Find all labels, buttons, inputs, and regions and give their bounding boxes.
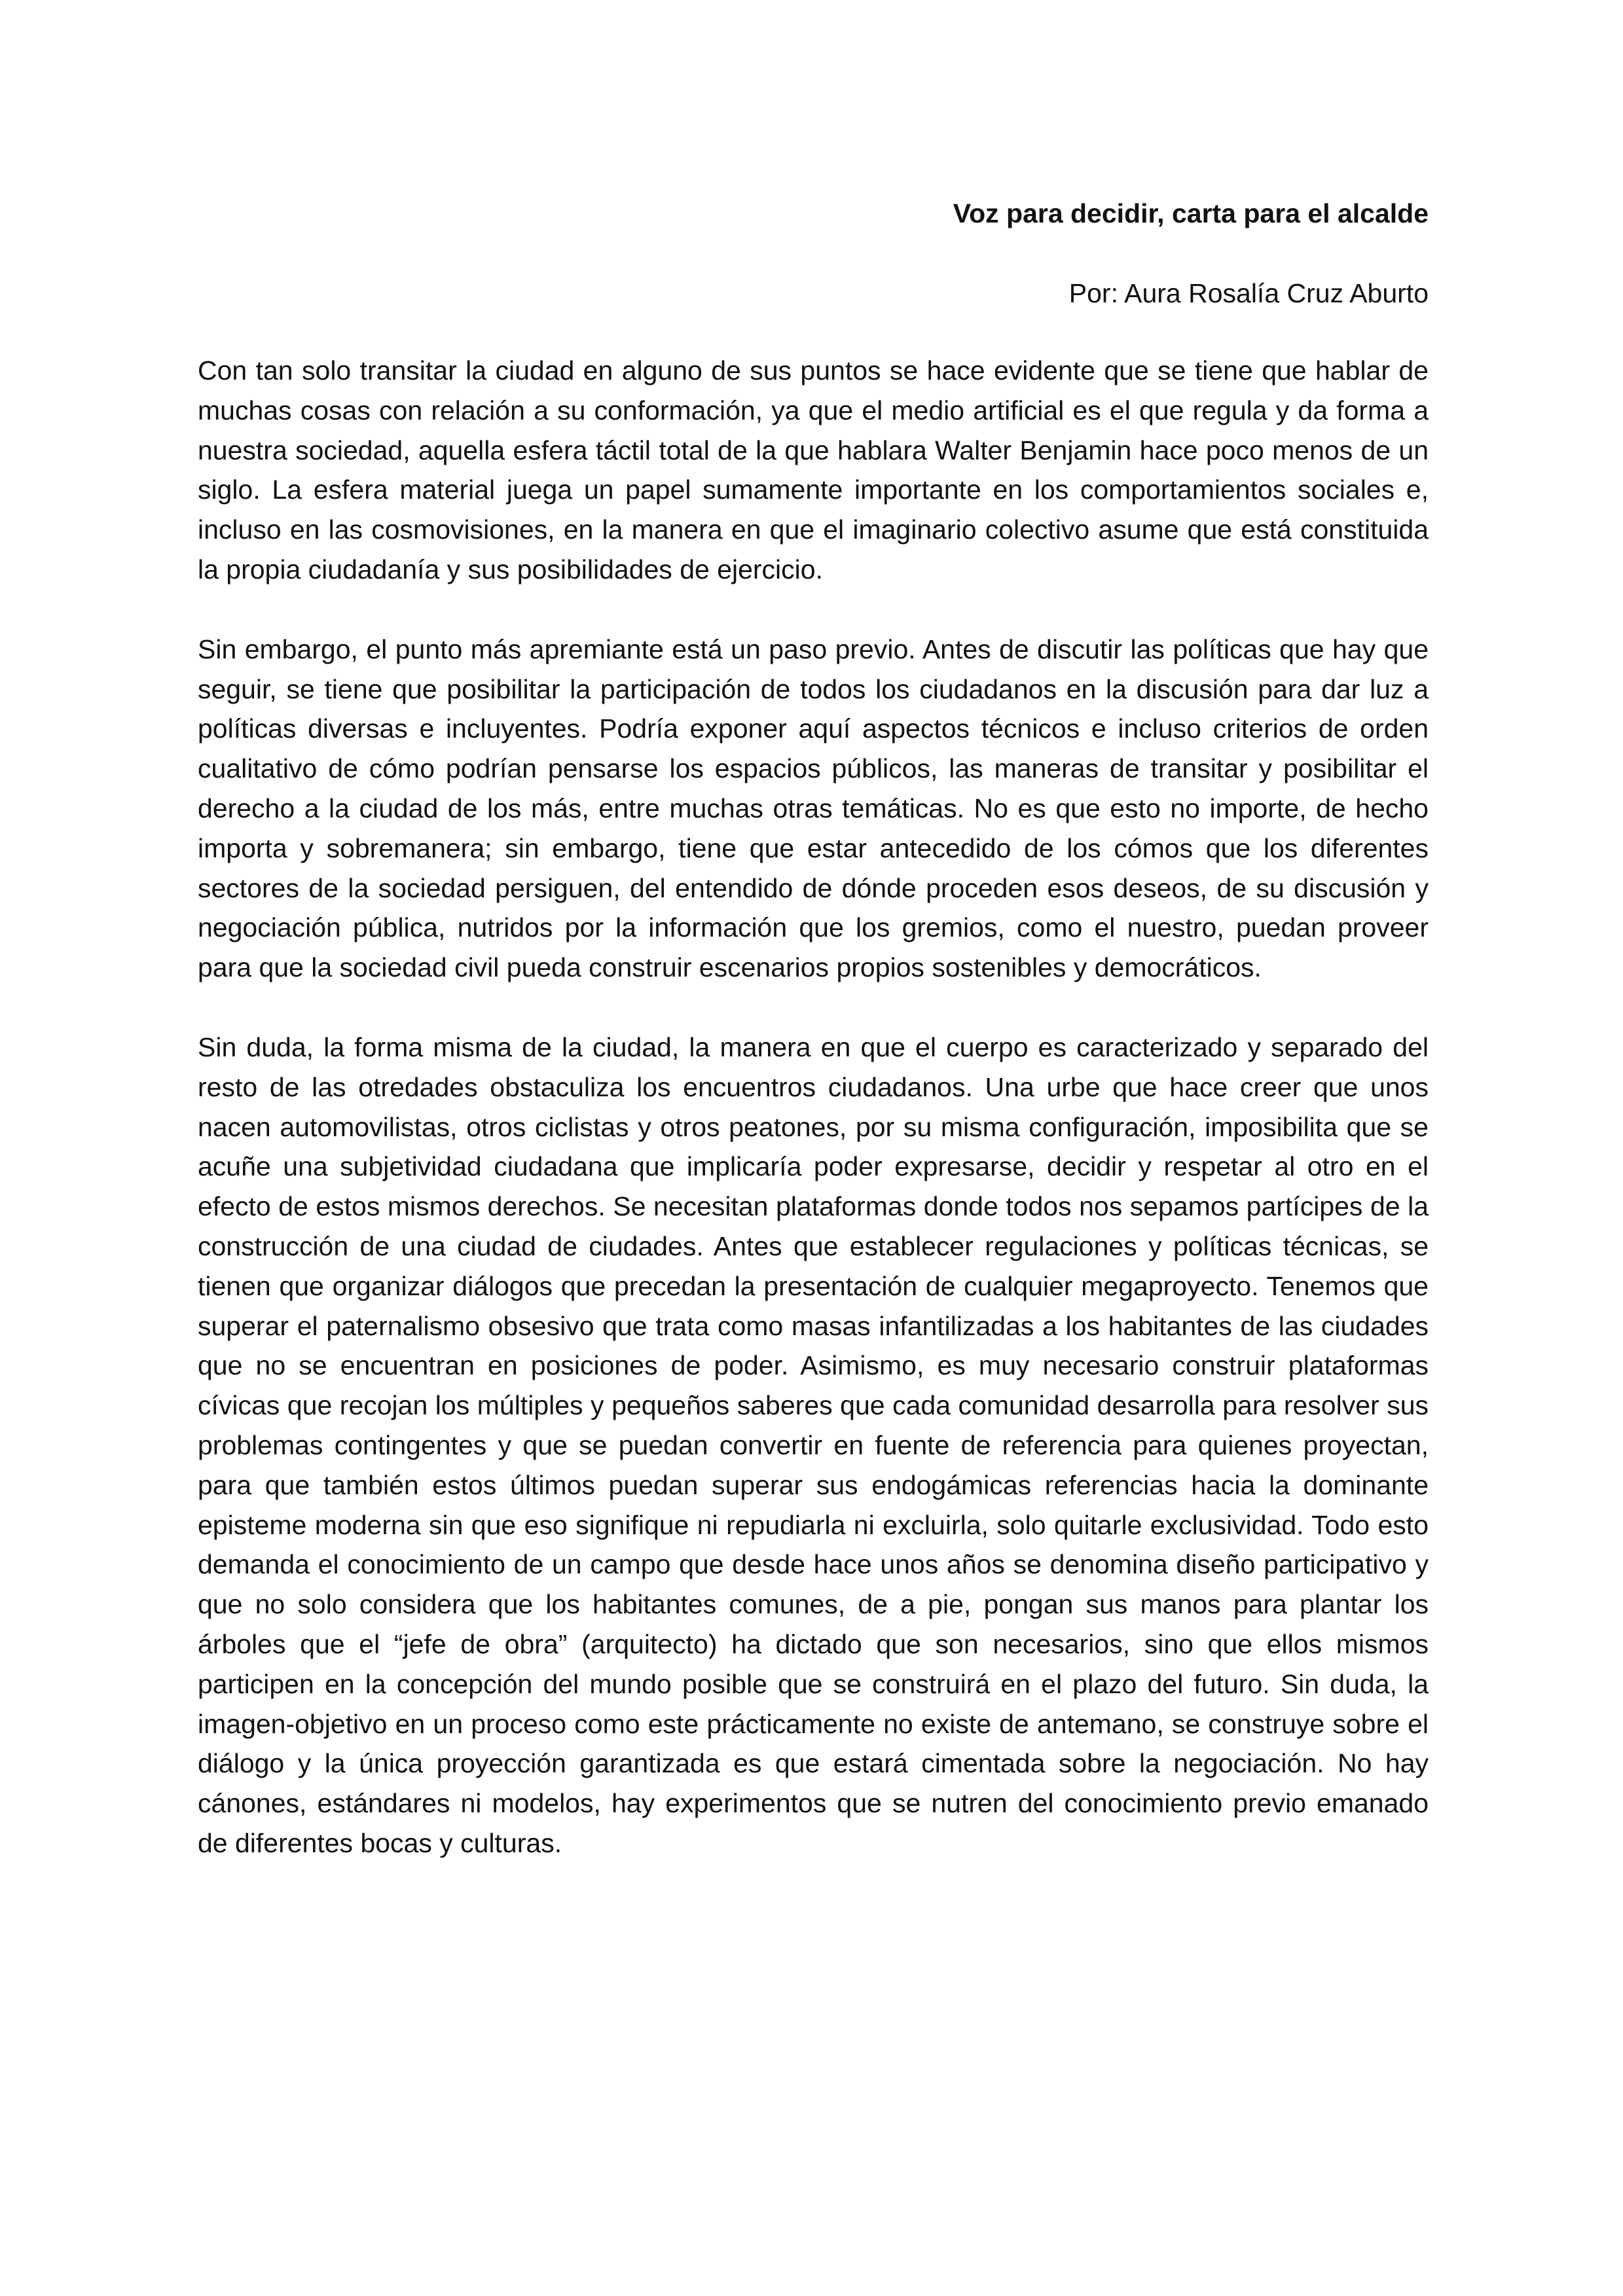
document-author: Por: Aura Rosalía Cruz Aburto <box>1068 278 1429 308</box>
paragraph-1: Con tan solo transitar la ciudad en alguno de sus puntos se hace evidente que se tiene que hablar de muchas cosas con relación a su conformación, ya que el medio artificial es el que regula y da forma a nuestra sociedad, aquella esfera táctil total de la que hablara Walter Benjamin hace poco menos de un siglo. La esfera material juega un papel sumamente importante en los comportamientos sociales e, incluso en las cosmovisiones, en la manera en que el imaginario colectivo asume que está constituida la propia ciudadanía y sus posibilidades de ejercicio. <box>198 355 1429 584</box>
paragraph-3: Sin duda, la forma misma de la ciudad, la manera en que el cuerpo es caracterizado y separado del resto de las otredades obstaculiza los encuentros ciudadanos. Una urbe que hace creer que unos nacen automovilistas, otros ciclistas y otros peatones, por su misma configuración, imposibilita que se acuñe una subjetividad ciudadana que implicaría poder expresarse, decidir y respetar al otro en el efecto de estos mismos derechos. Se necesitan plataformas donde todos nos sepamos partícipes de la construcción de una ciudad de ciudades. Antes que establecer regulaciones y políticas técnicas, se tienen que organizar diálogos que precedan la presentación de cualquier megaproyecto. Tenemos que superar el paternalismo obsesivo que trata como masas infantilizadas a los habitantes de las ciudades que no se encuentran en posiciones de poder. Asimismo, es muy necesario construir plataformas cívicas que recojan los múltiples y pequeños saberes que cada comunidad desarrolla para resolver sus problemas contingentes y que se puedan convertir en fuente de referencia para quienes proyectan, para que también estos últimos puedan superar sus endogámicas referencias hacia la dominante episteme moderna sin que eso signifique ni repudiarla ni excluirla, solo quitarle exclusividad. Todo esto demanda el conocimiento de un campo que desde hace unos años se denomina diseño participativo y que no solo considera que los habitantes comunes, de a pie, pongan sus manos para plantar los árboles que el “jefe de obra” (arquitecto) ha dictado que son necesarios, sino que ellos mismos participen en la concepción del mundo posible que se construirá en el plazo del futuro. Sin duda, la imagen-objetivo en un proceso como este prácticamente no existe de antemano, se construye sobre el diálogo y la única proyección garantizada es que estará cimentada sobre la negociación. No hay cánones, estándares ni modelos, hay experimentos que se nutren del conocimiento previo emanado de diferentes bocas y culturas. <box>198 1031 1429 1858</box>
document-title: Voz para decidir, carta para el alcalde <box>953 198 1429 228</box>
document-body <box>198 351 1429 1903</box>
paragraph-2: Sin embargo, el punto más apremiante está un paso previo. Antes de discutir las políticas que hay que seguir, se tiene que posibilitar la participación de todos los ciudadanos en la discusión para dar luz a políticas diversas e incluyentes. Podría exponer aquí aspectos técnicos e incluso criterios de orden cualitativo de cómo podrían pensarse los espacios públicos, las maneras de transitar y posibilitar el derecho a la ciudad de los más, entre muchas otras temáticas. No es que esto no importe, de hecho importa y sobremanera; sin embargo, tiene que estar antecedido de los cómos que los diferentes sectores de la sociedad persiguen, del entendido de dónde proceden esos deseos, de su discusión y negociación pública, nutridos por la información que los gremios, como el nuestro, puedan proveer para que la sociedad civil pueda construir escenarios propios sostenibles y democráticos. <box>198 634 1429 983</box>
